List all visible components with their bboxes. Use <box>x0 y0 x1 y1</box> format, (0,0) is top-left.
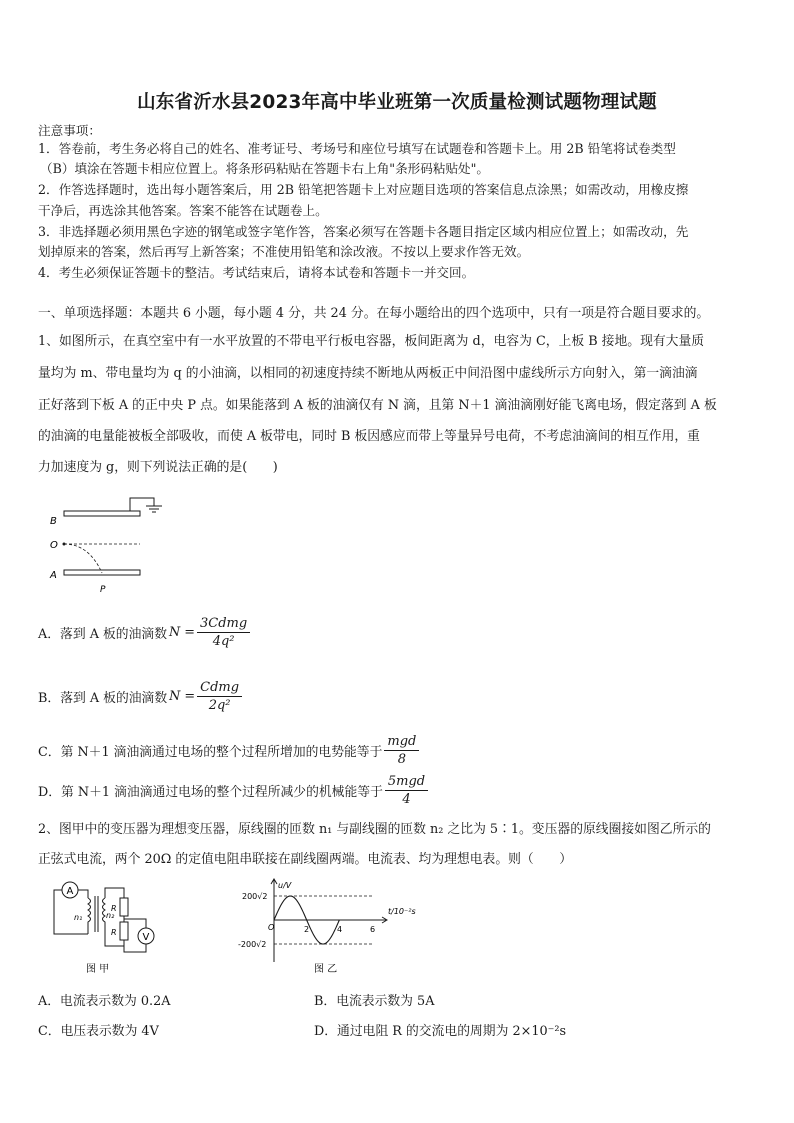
point-o <box>63 543 66 546</box>
notice-line: 1．答卷前，考生务必将自己的姓名、准考证号、考场号和座位号填写在试题卷和答题卡上。用 2B 铅笔将试卷类型 <box>38 141 676 156</box>
label-b: B <box>50 516 57 527</box>
option-b[interactable]: B．电流表示数为 5A <box>314 994 435 1009</box>
resistor-1 <box>120 898 128 916</box>
question-1-text: 正好落到下板 A 的正中央 P 点。如果能落到 A 板的油滴仅有 N 滴，且第 N＋1 滴油滴刚好能飞离电场，假定落到 A 板 <box>38 398 717 413</box>
option-c[interactable]: C．电压表示数为 4V <box>38 1024 159 1039</box>
option-b-lhs: N = <box>169 689 196 704</box>
option-d-text: D．第 N＋1 滴油滴通过电场的整个过程所减少的机械能等于 <box>38 785 383 800</box>
voltmeter-label: V <box>142 932 150 943</box>
label-n1: n₁ <box>74 913 83 922</box>
question-2-text: 2、图甲中的变压器为理想变压器，原线圈的匝数 n₁ 与副线圈的匝数 n₂ 之比为 5∶1。变压器的原线圈接如图乙所示的 <box>38 822 711 837</box>
caption-jia: 图 甲 <box>86 964 110 975</box>
caption-yi: 图 乙 <box>314 964 338 975</box>
label-a: A <box>50 570 57 581</box>
notice-line: 4．考生必须保证答题卡的整洁。考试结束后，请将本试卷和答题卡一并交回。 <box>38 265 475 280</box>
label-n2: n₂ <box>106 911 115 920</box>
plate-b <box>64 511 140 516</box>
circuit-figure <box>40 876 170 978</box>
fraction-numerator: Cdmg <box>197 680 242 697</box>
label-r1: R <box>111 904 117 913</box>
fraction-numerator: 5mgd <box>385 774 428 791</box>
option-d-fraction <box>385 774 428 807</box>
option-a-text: A．落到 A 板的油滴数 <box>38 627 167 642</box>
notice-heading: 注意事项： <box>38 123 101 138</box>
option-d[interactable] <box>38 774 428 807</box>
fraction-denominator: 2q² <box>208 698 231 713</box>
fraction-denominator: 4 <box>402 792 411 807</box>
label-o: O <box>50 540 58 551</box>
notice-line: 3．非选择题必须用黑色字迹的钢笔或签字笔作答，答案必须写在答题卡各题目指定区域内相应位置上；如需改动，先 <box>38 224 689 239</box>
x-axis-label: t/10⁻²s <box>388 907 416 916</box>
notice-line: 划掉原来的答案，然后再写上新答案；不准使用铅笔和涂改液。不按以上要求作答无效。 <box>38 244 530 259</box>
waveform-figure <box>238 876 418 978</box>
capacitor-figure <box>44 488 184 598</box>
notice-line: 2．作答选择题时，选出每小题答案后，用 2B 铅笔把答题卡上对应题目选项的答案信息点涂黑；如需改动，用橡皮擦 <box>38 182 689 197</box>
label-r2: R <box>111 928 117 937</box>
option-a[interactable] <box>38 616 250 649</box>
fraction-denominator: 4q² <box>212 634 235 649</box>
option-b[interactable] <box>38 680 242 713</box>
tick-label: 4 <box>337 925 343 934</box>
question-1-text: 的油滴的电量能被板全部吸收，而使 A 板带电，同时 B 板因感应而带上等量异号电荷，不考虑油滴间的相互作用，重 <box>38 429 700 444</box>
option-d[interactable]: D．通过电阻 R 的交流电的周期为 2×10⁻²s <box>314 1024 567 1039</box>
fraction-numerator: mgd <box>384 734 419 751</box>
fraction-numerator: 3Cdmg <box>197 616 250 633</box>
primary-coil <box>88 898 91 934</box>
trajectory <box>64 544 102 573</box>
option-b-text: B．落到 A 板的油滴数 <box>38 691 168 706</box>
resistor-2 <box>120 922 128 940</box>
notice-line: （B）填涂在答题卡相应位置上。将条形码粘贴在答题卡右上角"条形码粘贴处"。 <box>40 161 490 176</box>
option-c-text: C．第 N＋1 滴油滴通过电场的整个过程所增加的电势能等于 <box>38 745 383 760</box>
secondary-coil <box>103 898 106 934</box>
fraction-denominator: 8 <box>397 752 407 767</box>
notice-line: 干净后，再选涂其他答案。答案不能答在试题卷上。 <box>38 203 328 218</box>
tick-label: 6 <box>370 925 376 934</box>
option-a-lhs: N = <box>169 625 195 640</box>
option-a[interactable]: A．电流表示数为 0.2A <box>38 994 171 1009</box>
page-title: 山东省沂水县2023年高中毕业班第一次质量检测试题物理试题 <box>137 92 657 113</box>
option-c[interactable] <box>38 734 419 767</box>
tick-label: 2 <box>304 925 310 934</box>
ammeter-label: A <box>66 886 74 897</box>
ymax-label: 200√2 <box>242 892 268 901</box>
option-a-fraction <box>197 616 250 649</box>
question-1-text: 力加速度为 g，则下列说法正确的是( ) <box>38 460 278 475</box>
section-heading: 一、单项选择题：本题共 6 小题，每小题 4 分，共 24 分。在每小题给出的四个选项中，只有一项是符合题目要求的。 <box>38 306 710 321</box>
question-1-text: 量均为 m、带电量均为 q 的小油滴，以相同的初速度持续不断地从两板正中间沿图中虚线所示方向射入，第一滴油滴 <box>38 366 698 381</box>
question-1-text: 1、如图所示，在真空室中有一水平放置的不带电平行板电容器，板间距离为 d，电容为 C，上板 B 接地。现有大量质 <box>38 334 705 349</box>
ymin-label: -200√2 <box>238 940 267 949</box>
label-p: P <box>100 585 106 595</box>
option-b-fraction <box>197 680 242 713</box>
origin-label: O <box>268 923 275 932</box>
question-2-text: 正弦式电流，两个 20Ω 的定值电阻串联接在副线圈两端。电流表、均为理想电表。则（ ） <box>38 852 573 867</box>
y-axis-label: u/V <box>278 881 292 890</box>
option-c-fraction <box>384 734 419 767</box>
